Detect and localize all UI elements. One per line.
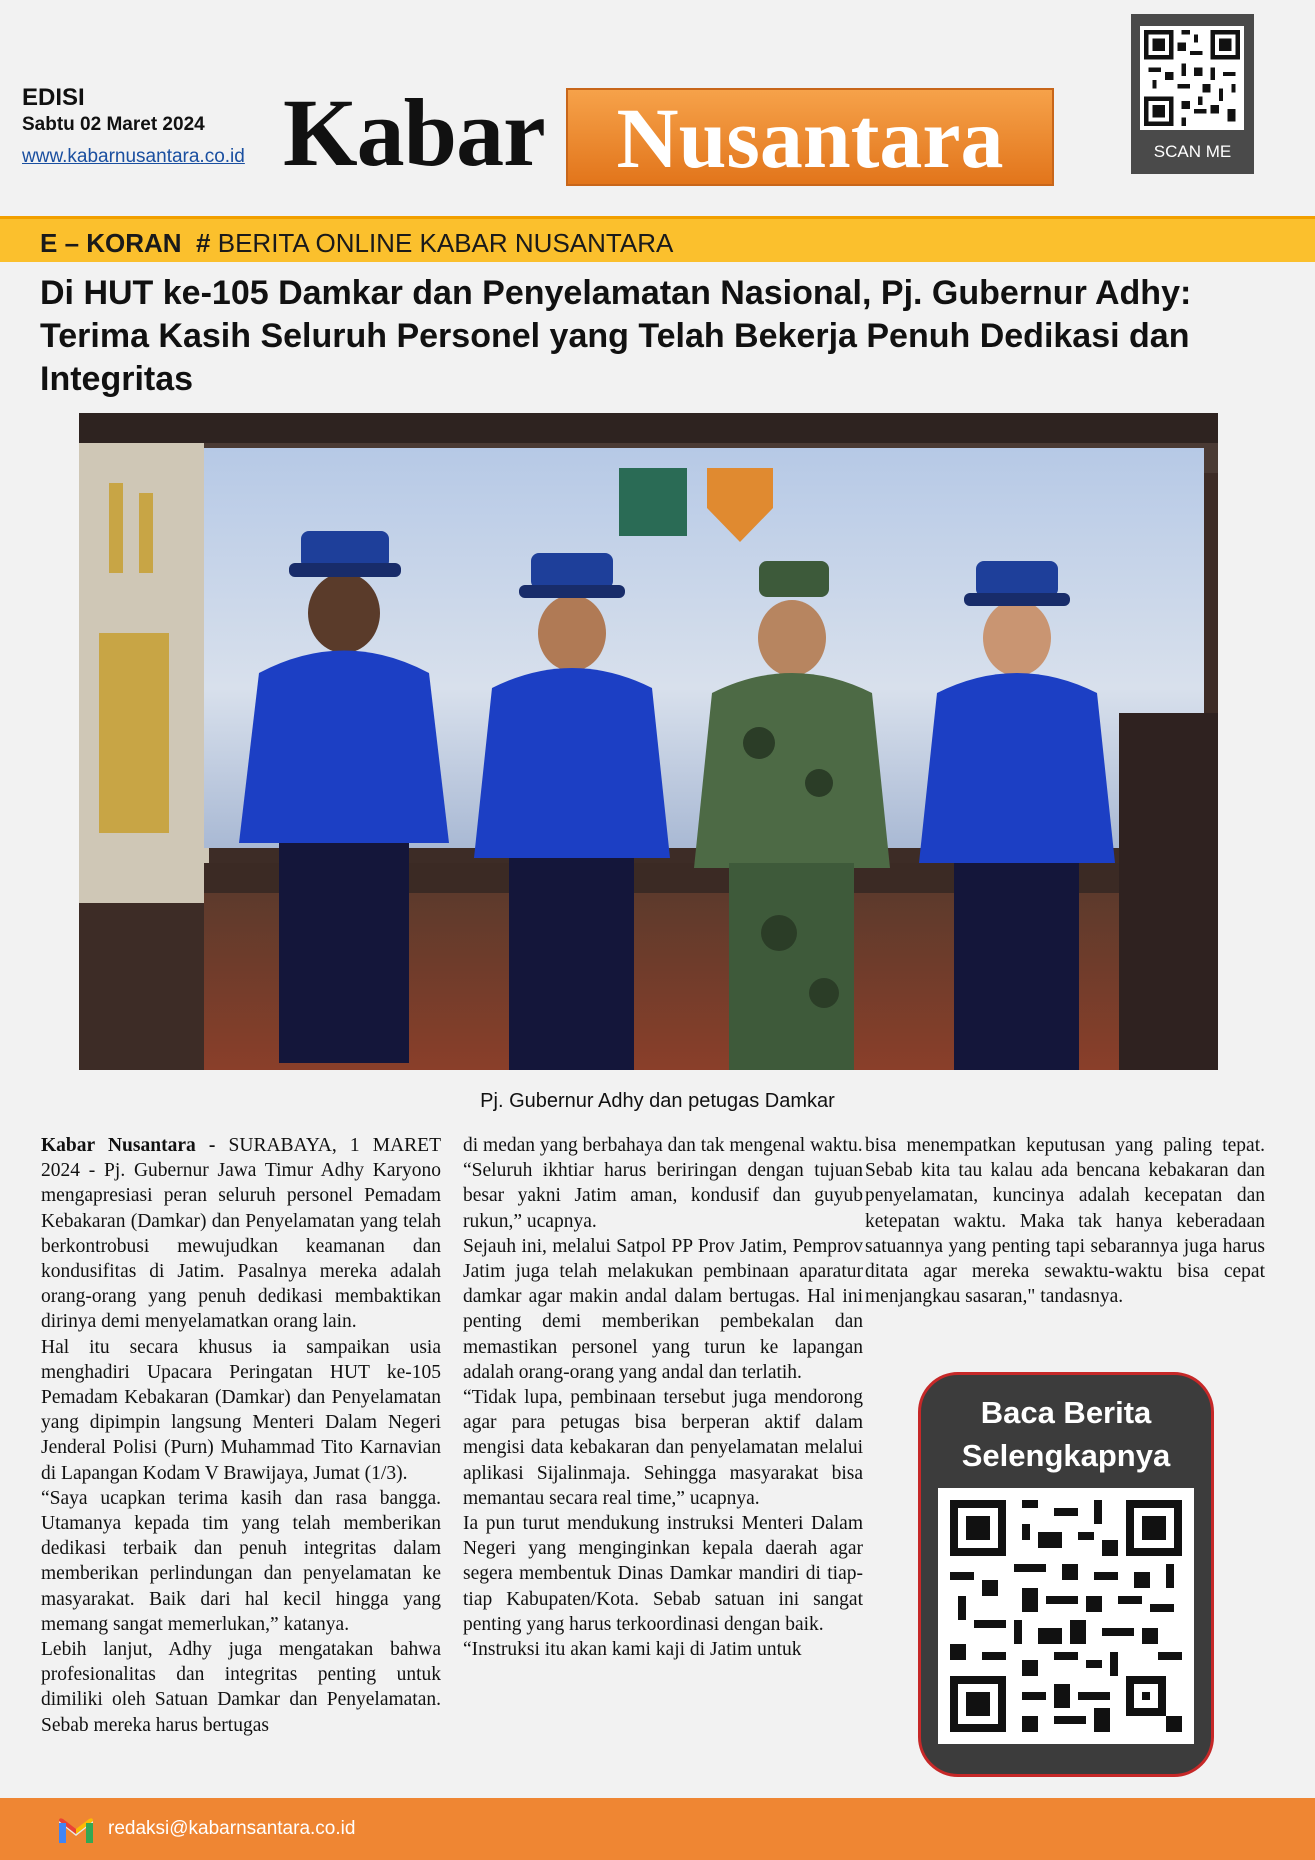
- photo-caption: Pj. Gubernur Adhy dan petugas Damkar: [480, 1090, 835, 1112]
- article-photo: [79, 413, 1218, 1070]
- scan-me-qr[interactable]: [1131, 14, 1254, 174]
- dateline: Kabar Nusantara -: [41, 1135, 216, 1156]
- group-photo-illustration: [79, 413, 1218, 1070]
- read-more-line-1: Baca Berita: [980, 1395, 1152, 1430]
- paragraph: Sejauh ini, melalui Satpol PP Prov Jatim, Pemprov Jatim juga telah melakukan pembinaan aparatur damkar agar makin andal dalam bertugas. Hal ini penting demi memberikan pembekalan dan memastikan personel yang turun ke lapangan adalah orang-orang yang andal dan terlatih.: [463, 1235, 863, 1383]
- qr-code-icon: [950, 1500, 1182, 1732]
- website-link[interactable]: www.kabarnusantara.co.id: [22, 146, 245, 167]
- paragraph: Hal itu secara khusus ia sampaikan usia menghadiri Upacara Peringatan HUT ke-105 Pemadam Kebakaran (Damkar) dan Penyelamatan yang dipimpin langsung Menteri Dalam Negeri Jenderal Polisi (Purn) Muhammad Tito Karnavian di Lapangan Kodam V Brawijaya, Jumat (1/3).: [41, 1336, 441, 1484]
- read-more-title: [921, 1391, 1211, 1477]
- read-more-box[interactable]: [918, 1372, 1214, 1777]
- masthead-nusantara: Nusantara: [566, 88, 1054, 186]
- band-hash: #: [196, 228, 211, 258]
- paragraph: bisa menempatkan keputusan yang paling tepat. Sebab kita tau kalau ada bencana kebakaran dan penyelamatan, kuncinya adalah kecepatan dan ketepatan waktu. Maka tak hanya keberadaan satuannya yang penting tapi sebarannya juga harus ditata agar mereka sewaktu-waktu bisa cepat menjangkau sasaran," tandasnya.: [865, 1135, 1265, 1308]
- edition-date: Sabtu 02 Maret 2024: [22, 114, 205, 135]
- footer-bar: [0, 1798, 1315, 1860]
- read-more-qr[interactable]: [938, 1488, 1194, 1744]
- paragraph-text: SURABAYA, 1 MARET 2024 - Pj. Gubernur Jawa Timur Adhy Karyono mengapresiasi peran seluruh personel Pemadam Kebakaran (Damkar) dan Penyelamatan yang telah berkontrobusi mewujudkan keamanan dan kondusifitas di Jatim. Pasalnya mereka adalah orang-orang yang penuh dedikasi membaktikan dirinya demi menyelamatkan orang lain.: [41, 1135, 441, 1333]
- paragraph: “Saya ucapkan terima kasih dan rasa bangga. Utamanya kepada tim yang telah memberikan dedikasi terbaik dan penuh integritas dalam memberikan perlindungan dan penyelamatan ke masyarakat. Baik dari hal kecil hingga yang memang sangat memerlukan,” katanya.: [41, 1487, 441, 1635]
- paragraph: “Instruksi itu akan kami kaji di Jatim untuk: [463, 1639, 802, 1661]
- article-headline: Di HUT ke-105 Damkar dan Penyelamatan Nasional, Pj. Gubernur Adhy: Terima Kasih Seluruh Personel yang Telah Bekerja Penuh Dedikasi dan Integritas: [40, 274, 1192, 398]
- band-ekoran: E – KORAN: [40, 228, 182, 258]
- scan-me-label: SCAN ME: [1153, 142, 1232, 161]
- qr-code-icon: [1140, 26, 1244, 130]
- edition-label: EDISI: [22, 84, 85, 111]
- band-title: BERITA ONLINE KABAR NUSANTARA: [217, 228, 674, 258]
- paragraph: “Tidak lupa, pembinaan tersebut juga mendorong agar para petugas bisa berperan aktif dalam mengisi data kebakaran dan penyelamatan melalui aplikasi Sijalinmaja. Sehingga masyarakat bisa memantau secara real time,” ucapnya.: [463, 1387, 863, 1509]
- footer-email[interactable]: redaksi@kabarnsantara.co.id: [108, 1818, 356, 1839]
- paragraph: [41, 1133, 441, 1335]
- masthead-kabar: Kabar: [283, 79, 545, 186]
- read-more-line-2: Selengkapnya: [961, 1438, 1171, 1473]
- section-band-text: [40, 228, 673, 259]
- section-band: [0, 216, 1315, 262]
- article-column-1: [41, 1133, 441, 1738]
- article-column-2: [463, 1133, 863, 1662]
- article-column-3: [865, 1133, 1265, 1309]
- paragraph: “Seluruh ikhtiar harus beriringan dengan tujuan besar yakni Jatim aman, kondusif dan guyub rukun,” ucapnya.: [463, 1160, 863, 1232]
- edition-info: [22, 84, 245, 168]
- paragraph: Lebih lanjut, Adhy juga mengatakan bahwa profesionalitas dan integritas penting untuk dimiliki oleh Satuan Damkar dan Penyelamatan. Sebab mereka harus bertugas: [41, 1639, 441, 1736]
- paragraph: di medan yang berbahaya dan tak mengenal waktu.: [463, 1135, 863, 1156]
- gmail-icon: [56, 1815, 96, 1845]
- paragraph: Ia pun turut mendukung instruksi Menteri Dalam Negeri yang menginginkan kepala daerah agar segera membentuk Dinas Damkar mandiri di tiap-tiap Kabupaten/Kota. Sebab satuan ini sangat penting yang harus terkoordinasi dengan baik.: [463, 1513, 863, 1635]
